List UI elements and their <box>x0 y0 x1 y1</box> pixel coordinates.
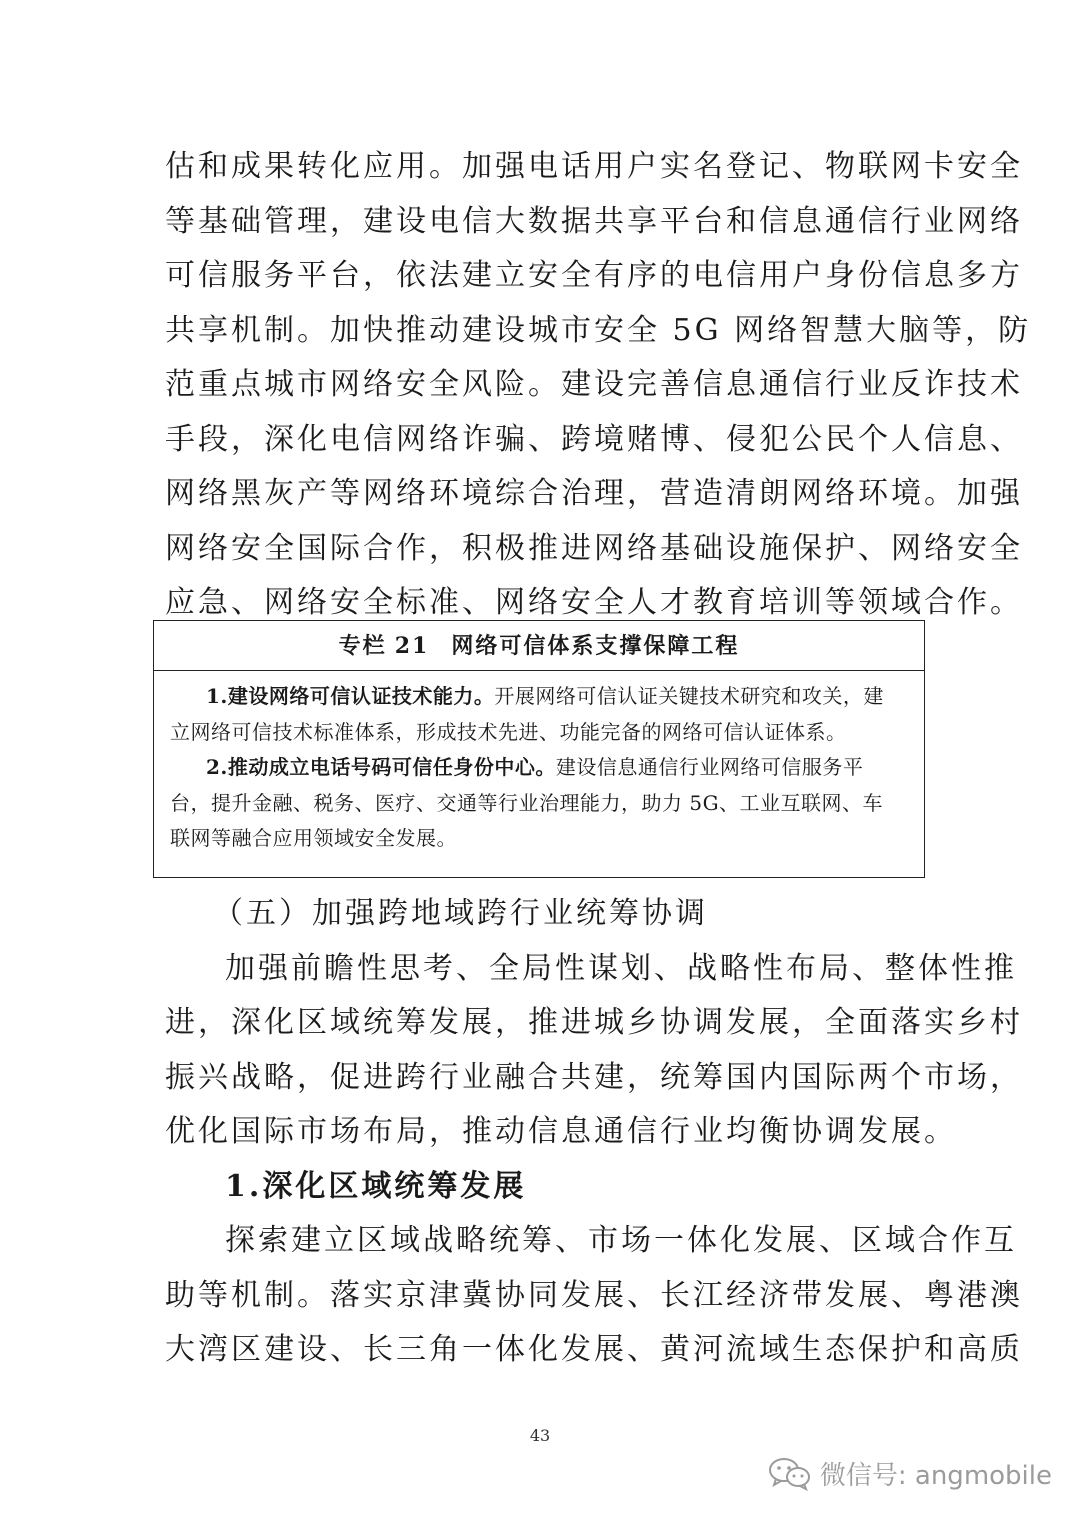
section-heading: （五）加强跨地域跨行业统筹协调 <box>213 896 708 931</box>
text-line: 等基础管理，建设电信大数据共享平台和信息通信行业网络 <box>165 203 1023 239</box>
page-number: 43 <box>529 1426 551 1445</box>
box-item-1-continuation: 立网络可信技术标准体系，形成技术先进、功能完备的网络可信认证体系。 <box>170 719 847 744</box>
box-item-2-line <box>170 750 910 786</box>
subsection-heading: 1.深化区域统筹发展 <box>225 1168 527 1204</box>
text-line: 共享机制。加快推动建设城市安全 5G 网络智慧大脑等，防 <box>165 312 1032 348</box>
text-line: 网络安全国际合作，积极推进网络基础设施保护、网络安全 <box>165 530 1023 566</box>
wechat-watermark <box>768 1455 1052 1491</box>
text-line: 助等机制。落实京津冀协同发展、长江经济带发展、粤港澳 <box>165 1277 1023 1313</box>
box-item-1-text: 开展网络可信认证关键技术研究和攻关，建 <box>494 684 884 708</box>
box-item-1-line <box>170 679 910 715</box>
text-line: 进，深化区域统筹发展，推进城乡协调发展，全面落实乡村 <box>165 1005 1023 1040</box>
text-line: 应急、网络安全标准、网络安全人才教育培训等领域合作。 <box>165 585 1023 620</box>
text-line: 优化国际市场布局，推动信息通信行业均衡协调发展。 <box>165 1114 957 1149</box>
box-item-2-title: 2.推动成立电话号码可信任身份中心。 <box>206 755 556 779</box>
column-title-prefix: 专栏 <box>338 633 387 659</box>
column-box <box>153 620 925 878</box>
wechat-icon <box>768 1456 812 1490</box>
column-title-text: 网络可信体系支撑保障工程 <box>451 633 740 659</box>
section-text <box>165 887 1023 1378</box>
box-item-2-continuation: 联网等融合应用领域安全发展。 <box>170 826 457 850</box>
text-line: 网络黑灰产等网络环境综合治理，营造清朗网络环境。加强 <box>165 476 1023 511</box>
text-line: 估和成果转化应用。加强电话用户实名登记、物联网卡安全 <box>165 149 1023 184</box>
column-box-title <box>154 621 924 671</box>
watermark-text: 微信号: angmobile <box>819 1460 1052 1491</box>
text-line: 加强前瞻性思考、全局性谋划、战略性布局、整体性推 <box>225 950 1017 986</box>
column-box-body <box>154 671 924 857</box>
body-text <box>165 140 1032 631</box>
column-title-number: 21 <box>394 633 430 659</box>
text-line: 大湾区建设、长三角一体化发展、黄河流域生态保护和高质 <box>165 1332 1023 1367</box>
box-item-2-text: 建设信息通信行业网络可信服务平 <box>555 755 864 779</box>
box-item-1-title: 1.建设网络可信认证技术能力。 <box>206 684 495 708</box>
text-line: 振兴战略，促进跨行业融合共建，统筹国内国际两个市场， <box>165 1059 1023 1095</box>
text-line: 范重点城市网络安全风险。建设完善信息通信行业反诈技术 <box>165 367 1023 402</box>
box-item-2-continuation: 台，提升金融、税务、医疗、交通等行业治理能力，助力 5G、工业互联网、车 <box>170 790 884 815</box>
text-line: 可信服务平台，依法建立安全有序的电信用户身份信息多方 <box>165 258 1023 293</box>
text-line: 探索建立区域战略统筹、市场一体化发展、区域合作互 <box>225 1223 1017 1258</box>
text-line: 手段，深化电信网络诈骗、跨境赌博、侵犯公民个人信息、 <box>165 421 1023 457</box>
